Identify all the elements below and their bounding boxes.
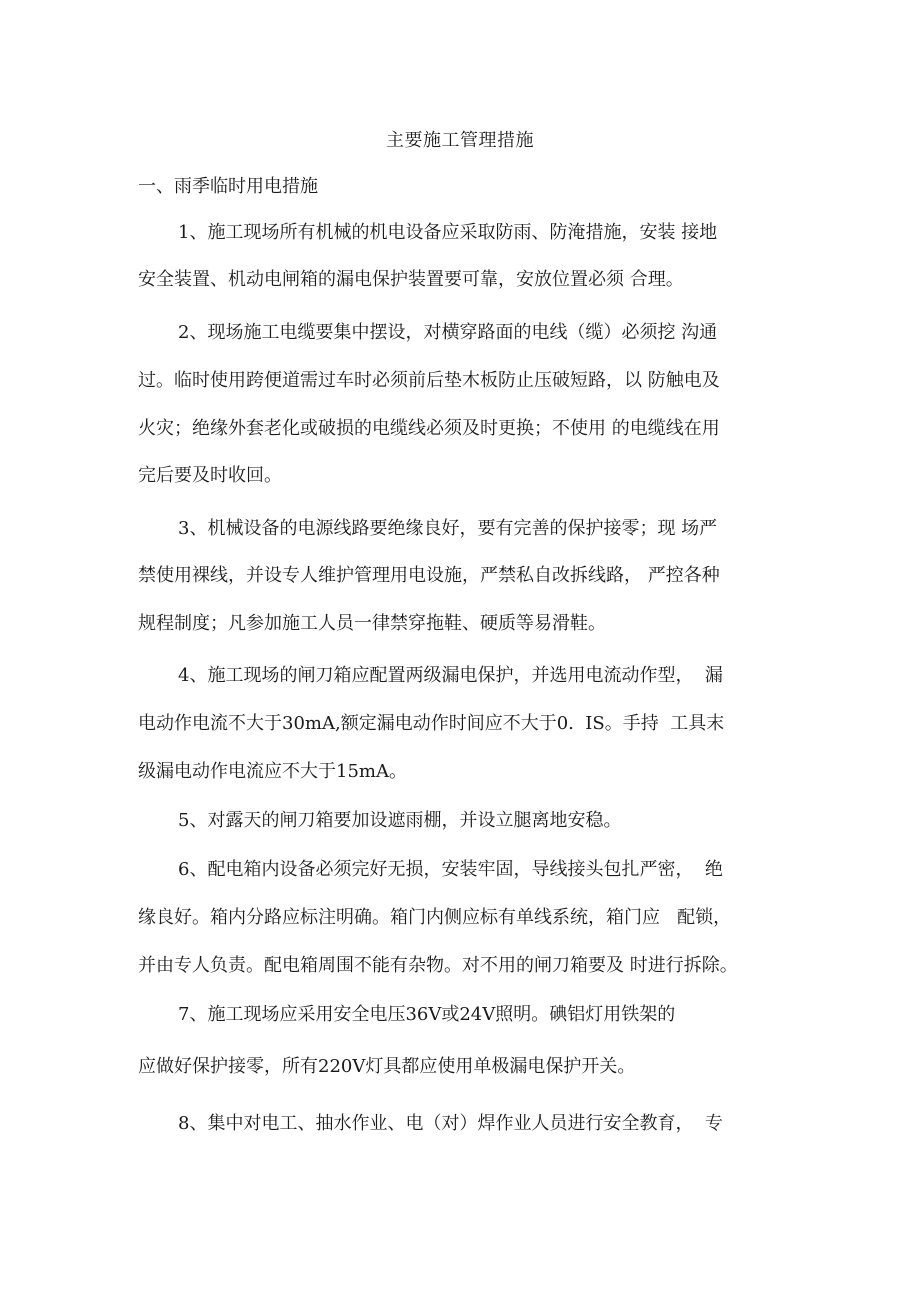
paragraph-line: 并由专人负责。配电箱周围不能有杂物。对不用的闸刀箱要及 时进行拆除。 — [138, 955, 738, 976]
paragraph-line: 规程制度；凡参加施工人员一律禁穿拖鞋、硬质等易滑鞋。 — [138, 613, 606, 634]
paragraph-line: 1、施工现场所有机械的机电设备应采取防雨、防淹措施，安装 接地 — [178, 222, 718, 243]
paragraph-line: 应做好保护接零，所有220V灯具都应使用单极漏电保护开关。 — [138, 1056, 636, 1077]
paragraph-line: 8、集中对电工、抽水作业、电（对）焊作业人员进行安全教育， 专 — [178, 1113, 723, 1134]
paragraph-line: 火灾；绝缘外套老化或破损的电缆线必须及时更换；不使用 的电缆线在用 — [138, 418, 720, 439]
paragraph-line: 缘良好。箱内分路应标注明确。箱门内侧应标有单线系统，箱门应 配锁， — [138, 907, 732, 928]
paragraph-line: 级漏电动作电流应不大于15mA。 — [138, 761, 407, 782]
paragraph-line: 禁使用裸线，并设专人维护管理用电设施，严禁私自改拆线路， 严控各种 — [138, 565, 720, 586]
paragraph-line: 6、配电箱内设备必须完好无损，安装牢固，导线接头包扎严密， 绝 — [178, 859, 723, 880]
paragraph-line: 5、对露天的闸刀箱要加设遮雨棚，并设立腿离地安稳。 — [178, 810, 622, 831]
paragraph-line: 安全装置、机动电闸箱的漏电保护装置要可靠，安放位置必须 合理。 — [138, 269, 684, 290]
paragraph-line: 4、施工现场的闸刀箱应配置两级漏电保护，并选用电流动作型， 漏 — [178, 665, 723, 686]
paragraph-line: 3、机械设备的电源线路要绝缘良好，要有完善的保护接零；现 场严 — [178, 518, 718, 539]
paragraph-line: 完后要及时收回。 — [138, 465, 282, 486]
paragraph-line: 过。临时使用跨便道需过车时必须前后垫木板防止压破短路，以 防触电及 — [138, 370, 720, 391]
section-heading: 一、雨季临时用电措施 — [138, 176, 318, 197]
document-title: 主要施工管理措施 — [386, 130, 534, 151]
paragraph-line: 7、施工现场应采用安全电压36V或24V照明。碘铝灯用铁架的 — [178, 1004, 676, 1025]
paragraph-line: 2、现场施工电缆要集中摆设，对横穿路面的电线（缆）必须挖 沟通 — [178, 322, 718, 343]
paragraph-line: 电动作电流不大于30mA,额定漏电动作时间应不大于0. IS。手持 工具末 — [138, 713, 725, 734]
